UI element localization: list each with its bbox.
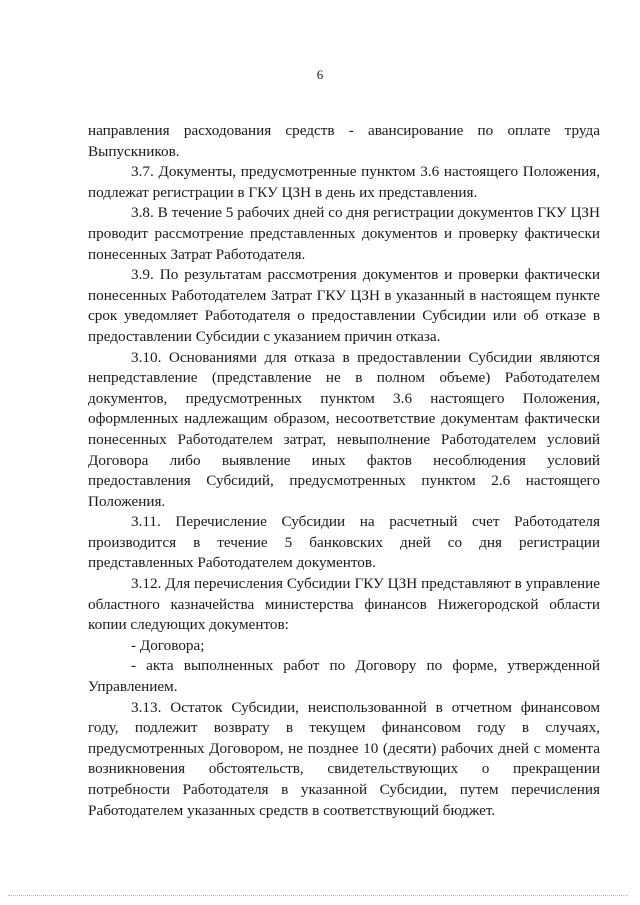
document-body bbox=[88, 121, 600, 821]
list-item-contract: - Договора; bbox=[131, 636, 205, 654]
scan-edge-line bbox=[8, 895, 628, 897]
paragraph-3-8: 3.8. В течение 5 рабочих дней со дня регистрации документов ГКУ ЦЗН проводит рассмотрение представленных документов и проверку фактически понесенных Затрат Работодателя. bbox=[88, 204, 600, 263]
list-item-act: - акта выполненных работ по Договору по форме, утвержденной Управлением. bbox=[88, 657, 600, 696]
page-number: 6 bbox=[316, 67, 324, 82]
paragraph-3-13: 3.13. Остаток Субсидии, неиспользованной в отчетном финансовом году, подлежит возврату в текущем финансовом году в случаях, предусмотренных Договором, не позднее 10 (десяти) рабочих дней с момента возникновения обстоятельств, свидетельствующих о прекращении потребности Работодателя в указанной Субсидии, путем перечисления Работодателем указанных средств в соответствующий бюджет. bbox=[88, 698, 600, 819]
paragraph-3-7: 3.7. Документы, предусмотренные пунктом 3.6 настоящего Положения, подлежат регистрации в ГКУ ЦЗН в день их представления. bbox=[88, 163, 600, 201]
paragraph-continuation: направления расходования средств - авансирование по оплате труда Выпускников. bbox=[88, 122, 600, 160]
paragraph-3-9: 3.9. По результатам рассмотрения документов и проверки фактически понесенных Работодателем Затрат ГКУ ЦЗН в указанный в настоящем пункте срок уведомляет Работодателя о предоставлении Субсидии или об отказе в предоставлении Субсидии с указанием причин отказа. bbox=[88, 266, 600, 345]
paragraph-3-12: 3.12. Для перечисления Субсидии ГКУ ЦЗН представляют в управление областного казначейства министерства финансов Нижегородской области копии следующих документов: bbox=[88, 575, 600, 634]
paragraph-3-11: 3.11. Перечисление Субсидии на расчетный счет Работодателя производится в течение 5 банковских дней со дня регистрации представленных Работодателем документов. bbox=[88, 513, 600, 572]
paragraph-3-10: 3.10. Основаниями для отказа в предоставлении Субсидии являются непредставление (представление не в полном объеме) Работодателем документов, предусмотренных пунктом 3.6 настоящего Положения, оформленных надлежащим образом, несоответствие документам фактически понесенных Работодателем затрат, невыполнение Работодателем условий Договора либо выявление иных фактов несоблюдения условий предоставления Субсидий, предусмотренных пунктом 2.6 настоящего Положения. bbox=[88, 348, 600, 510]
